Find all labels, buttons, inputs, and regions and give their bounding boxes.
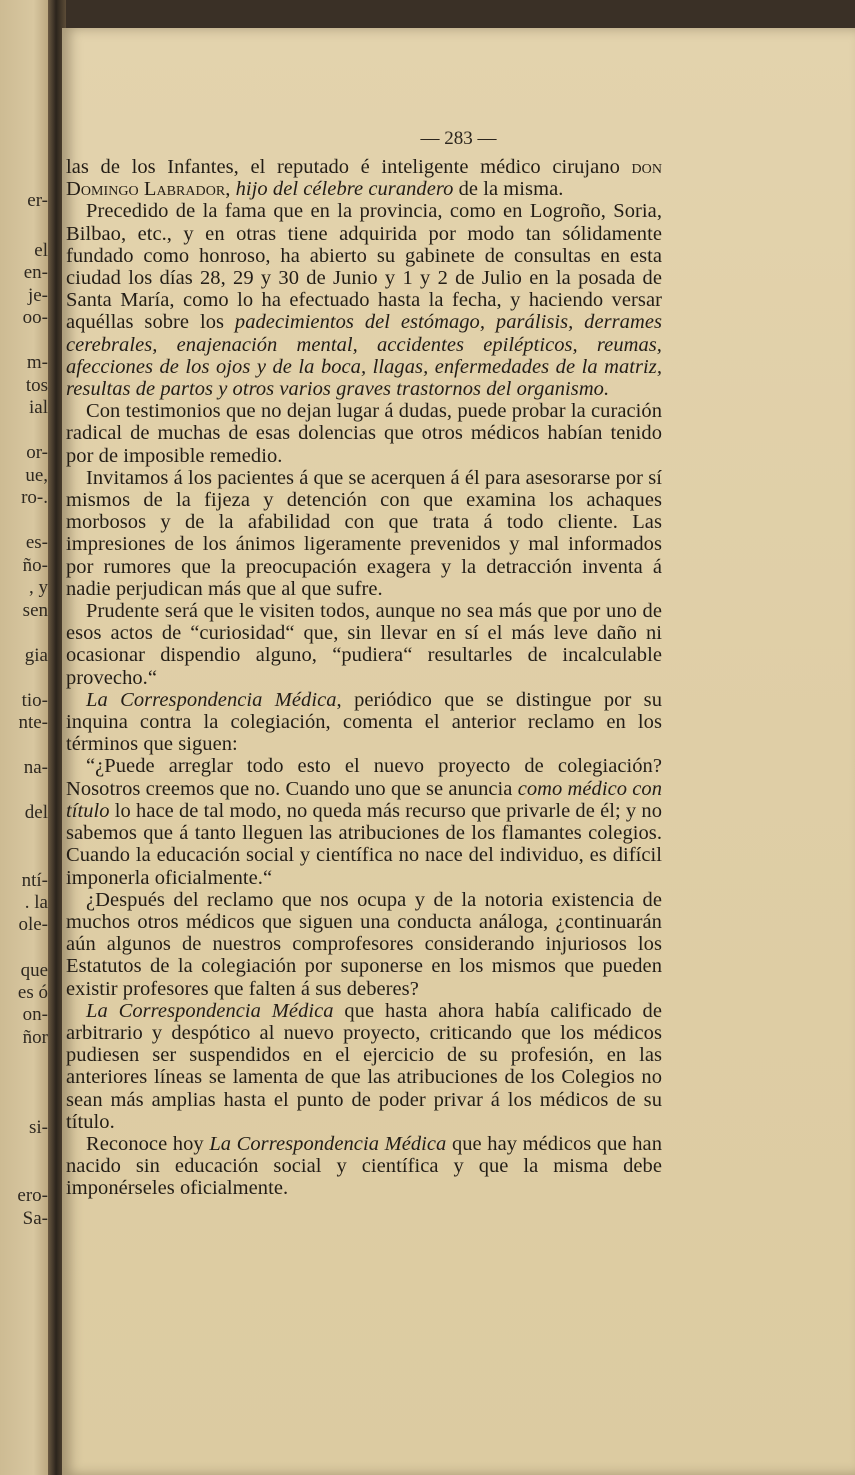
left-page-fragment: ñor	[22, 1027, 48, 1048]
left-page-fragment: oo-	[22, 307, 48, 328]
left-page-fragment: on-	[22, 1004, 48, 1025]
italic-text: La Correspondencia Médica	[209, 1132, 447, 1155]
left-page-fragment: . la	[24, 892, 48, 913]
left-page-fragment: es-	[25, 532, 48, 553]
paragraph	[66, 156, 662, 200]
text-run: Precedido de la fama que en la provincia, como en Logroño, Soria, Bilbao, etc., y en otras tiene adquirida por modo tan sólidamente fundado como honroso, ha abierto su gabinete de consultas en esta ciudad los días 28, 29 y 30 de Junio y 1 y 2 de Julio en la posada de Santa María, como lo ha efectuado hasta la fecha, y haciendo versar aquéllas sobre los	[66, 200, 662, 334]
left-page-fragment: sen	[22, 600, 48, 621]
page-number: — 283 —	[420, 128, 497, 149]
text-run: que hasta ahora había calificado de arbitrario y despótico al nuevo proyecto, criticando que los médicos pudiesen ser suspendidos en el ejercicio de su profesión, en las anteriores líneas se lamenta de que las atribuciones de los Colegios no sean más amplias hasta el punto de poder privar á los médicos de su título.	[66, 999, 662, 1133]
left-page-fragment: ntí-	[21, 870, 48, 891]
text-run: Prudente será que le visiten todos, aunque no sea más que por uno de esos actos de “curiosidad“ que, sin llevar en sí el más leve daño ni ocasionar dispendio alguno, “pudiera“ resultarles de incalculable provecho.“	[66, 600, 662, 689]
page-body	[66, 156, 662, 1200]
left-page-fragment: si-	[29, 1117, 48, 1138]
left-page-fragment: tio-	[21, 690, 48, 711]
text-run: ,	[225, 178, 236, 201]
left-page-fragment: ue,	[25, 465, 48, 486]
text-run: lo hace de tal modo, no queda más recurso que privarle de él; y no sabemos que á tanto lleguen las atribuciones de los flamantes colegios. Cuando la educación social y científica no nace del individuo, es difícil imponerla oficialmente.“	[66, 799, 662, 889]
left-page-fragment: el	[34, 240, 48, 261]
left-page-fragment: ro-.	[21, 487, 48, 508]
left-page-fragment: je-	[27, 285, 48, 306]
text-run: “¿Puede arreglar todo esto el nuevo proyecto de colegiación? Nosotros creemos que no. Cuando uno que se anuncia	[66, 755, 662, 800]
text-run: , periódico que se distingue por su inquina contra la colegiación, comenta el anterior reclamo en los términos que siguen:	[66, 688, 662, 756]
text-run: Reconoce hoy	[86, 1132, 210, 1155]
paragraph	[66, 467, 662, 600]
left-page-fragment: tos	[25, 375, 48, 396]
left-page-fragment: ole-	[18, 914, 48, 935]
paragraph	[66, 755, 662, 888]
italic-text: padecimientos del estómago, parálisis, derrames cerebrales, enajenación mental, accidentes epilépticos, reumas, afecciones de los ojos y de la boca, llagas, enfermedades de la matriz, resultas de partos y otros varios graves trastornos del organismo.	[66, 311, 662, 401]
left-page-fragment: es ó	[17, 982, 48, 1003]
text-run: Con testimonios que no dejan lugar á dudas, puede probar la curación radical de muchas de esas dolencias que otros médicos habían tenido por de imposible remedio.	[66, 400, 662, 467]
paragraph	[66, 600, 662, 689]
italic-text: La Correspondencia Médica	[86, 688, 337, 711]
paragraph	[66, 689, 662, 756]
paragraph	[66, 1000, 662, 1133]
small-caps-text: don Domingo Labrador	[66, 156, 662, 201]
text-run: que hay médicos que han nacido sin educación social y científica y que la misma debe imponérseles oficialmente.	[66, 1132, 662, 1200]
left-page-fragment: or-	[26, 442, 48, 463]
text-run: las de los Infantes, el reputado é inteligente médico cirujano	[66, 156, 632, 178]
left-page-fragment: gia	[24, 645, 48, 666]
paragraph	[66, 889, 662, 1000]
paragraph	[66, 1133, 662, 1200]
italic-text: La Correspondencia Médica	[86, 999, 334, 1022]
italic-text: como médico con título	[66, 777, 663, 822]
italic-text: hijo del célebre curandero	[235, 178, 454, 201]
left-page-fragment: , y	[29, 577, 48, 598]
left-page-fragment: ero-	[17, 1185, 48, 1206]
left-page-fragment: er-	[27, 190, 48, 211]
left-page-fragment: nte-	[18, 712, 48, 733]
left-page-fragment: na-	[23, 757, 48, 778]
left-page-fragment: del	[24, 802, 48, 823]
paragraph	[66, 200, 662, 400]
text-run: de la misma.	[453, 178, 564, 201]
book-page	[62, 28, 855, 1475]
text-run: Invitamos á los pacientes á que se acerquen á él para asesorarse por sí mismos de la fijeza y detención con que examina los achaques morbosos y de la afabilidad con que trata á todo cliente. Las impresiones de los ánimos ligeramente prevenidos y mal informados por rumores que la preocupación exagera y la detracción inventa á nadie perjudican más que al que sufre.	[66, 466, 662, 600]
left-page-fragment: Sa-	[22, 1208, 48, 1229]
left-page-fragment: m-	[26, 352, 48, 373]
left-page-fragment: ial	[29, 397, 48, 418]
left-page-fragment: ño-	[22, 555, 48, 576]
left-page-fragment: que	[20, 960, 48, 981]
left-page-fragment: en-	[23, 262, 48, 283]
paragraph	[66, 400, 662, 467]
text-run: ¿Después del reclamo que nos ocupa y de la notoria existencia de muchos otros médicos que siguen una conducta análoga, ¿continuarán aún algunos de nuestros comprofesores considerando injuriosos los Estatutos de la colegiación por suponerse en los mismos que pueden existir profesores que falten á sus deberes?	[66, 888, 662, 1000]
